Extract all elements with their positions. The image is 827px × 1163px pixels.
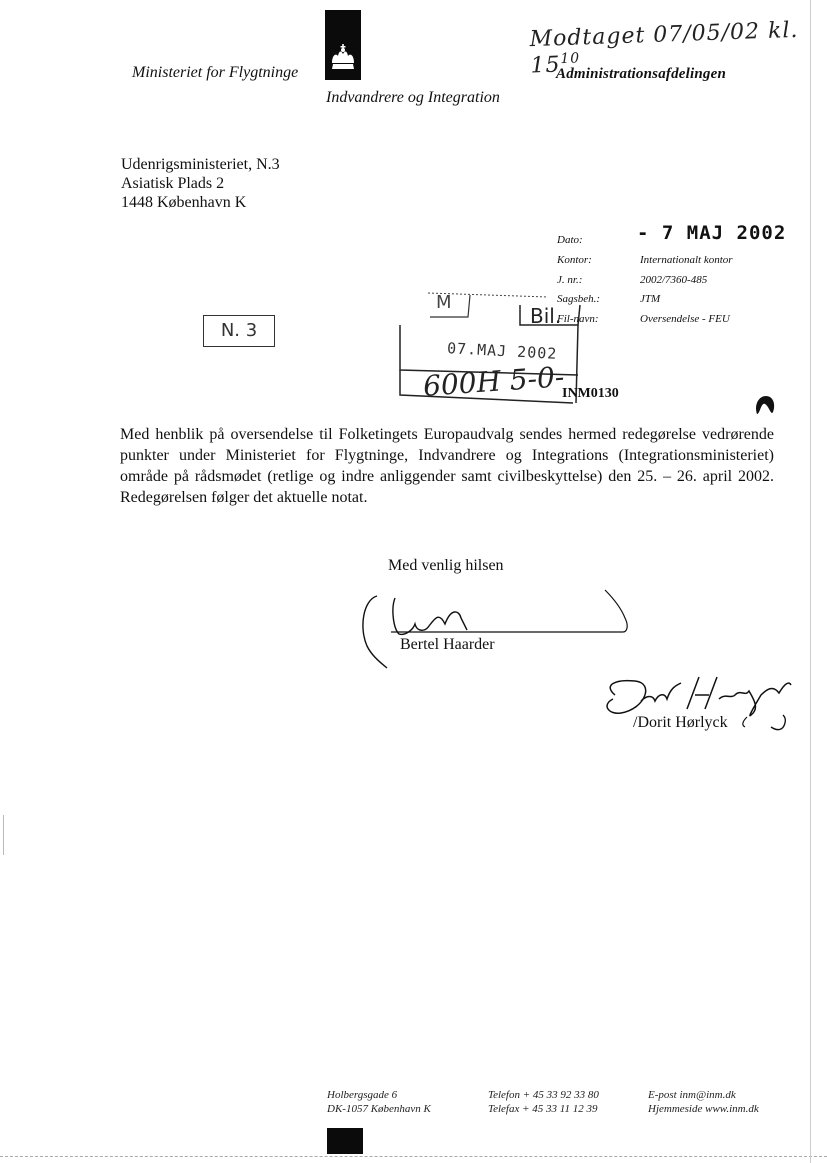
case-handler-value: JTM (640, 293, 661, 305)
footer-address-line-2: DK-1057 København K (327, 1103, 431, 1115)
footer-phone-fax (488, 1088, 599, 1116)
recipient-line-1: Udenrigsministeriet, N.3 (121, 156, 280, 173)
scan-edge-bottom (0, 1156, 827, 1158)
ministry-name: Ministeriet for Flygtninge (132, 64, 299, 81)
case-handler-label: Sagsbeh.: (557, 293, 601, 305)
office-value: Internationalt kontor (640, 254, 733, 266)
jnr-value: 2002/7360-485 (640, 274, 708, 286)
signer-2-name: /Dorit Hørlyck (633, 714, 728, 731)
date-value: - 7 MAJ 2002 (637, 222, 787, 244)
footer-address (327, 1088, 431, 1116)
stamp-handwritten-number: 600H 5-0- (422, 360, 566, 403)
ink-blot-icon (752, 392, 778, 418)
royal-crown-logo-icon (325, 10, 361, 80)
jnr-label: J. nr.: (557, 274, 583, 286)
recipient-line-3: 1448 København K (121, 194, 247, 211)
filename-value: Oversendelse - FEU (640, 313, 730, 325)
scan-edge-right (810, 0, 811, 1163)
footer-email[interactable]: E-post inm@inm.dk (648, 1089, 736, 1101)
stamp-m-mark: M (436, 292, 452, 313)
date-label: Dato: (557, 234, 583, 246)
stamp-date: 07.MAJ 2002 (446, 339, 558, 363)
footer-fax: Telefax + 45 33 11 12 39 (488, 1103, 598, 1115)
footer-logo-block (327, 1128, 363, 1154)
office-label: Kontor: (557, 254, 592, 266)
stamp-bil-mark: Bil. (530, 304, 562, 328)
footer-address-line-1: Holbergsgade 6 (327, 1089, 398, 1101)
received-note-text: Modtaget 07/05/02 kl. 15 (529, 17, 799, 79)
stamp-code: INM0130 (562, 386, 619, 401)
filename-label: Fil-navn: (557, 313, 599, 325)
closing-greeting: Med venlig hilsen (388, 557, 504, 574)
received-note-minutes: 10 (560, 50, 581, 68)
department-name: Administrationsafdelingen (556, 66, 727, 82)
signer-1-name: Bertel Haarder (400, 636, 495, 653)
scan-edge-mark (3, 815, 4, 855)
ministry-name-line2: Indvandrere og Integration (326, 89, 500, 106)
footer-contact (648, 1088, 759, 1116)
body-paragraph: Med henblik på oversendelse til Folketingets Europaudvalg sendes hermed redegørelse vedrørende punkter under Ministeriet for Flygtninge, Indvandrere og Integrations (Integrationsministeriet) område på rådsmødet (retlige og indre anliggender samt civilbeskyttelse) den 25. – 26. april 2002. Redegørelsen følger det aktuelle notat. (120, 426, 774, 506)
n3-stamp: N. 3 (203, 315, 275, 347)
footer-phone: Telefon + 45 33 92 33 80 (488, 1089, 599, 1101)
recipient-line-2: Asiatisk Plads 2 (121, 175, 225, 192)
received-note (529, 17, 827, 79)
recipient-address (121, 155, 280, 212)
footer-website[interactable]: Hjemmeside www.inm.dk (648, 1103, 759, 1115)
signature-bertel-haarder (355, 588, 635, 678)
